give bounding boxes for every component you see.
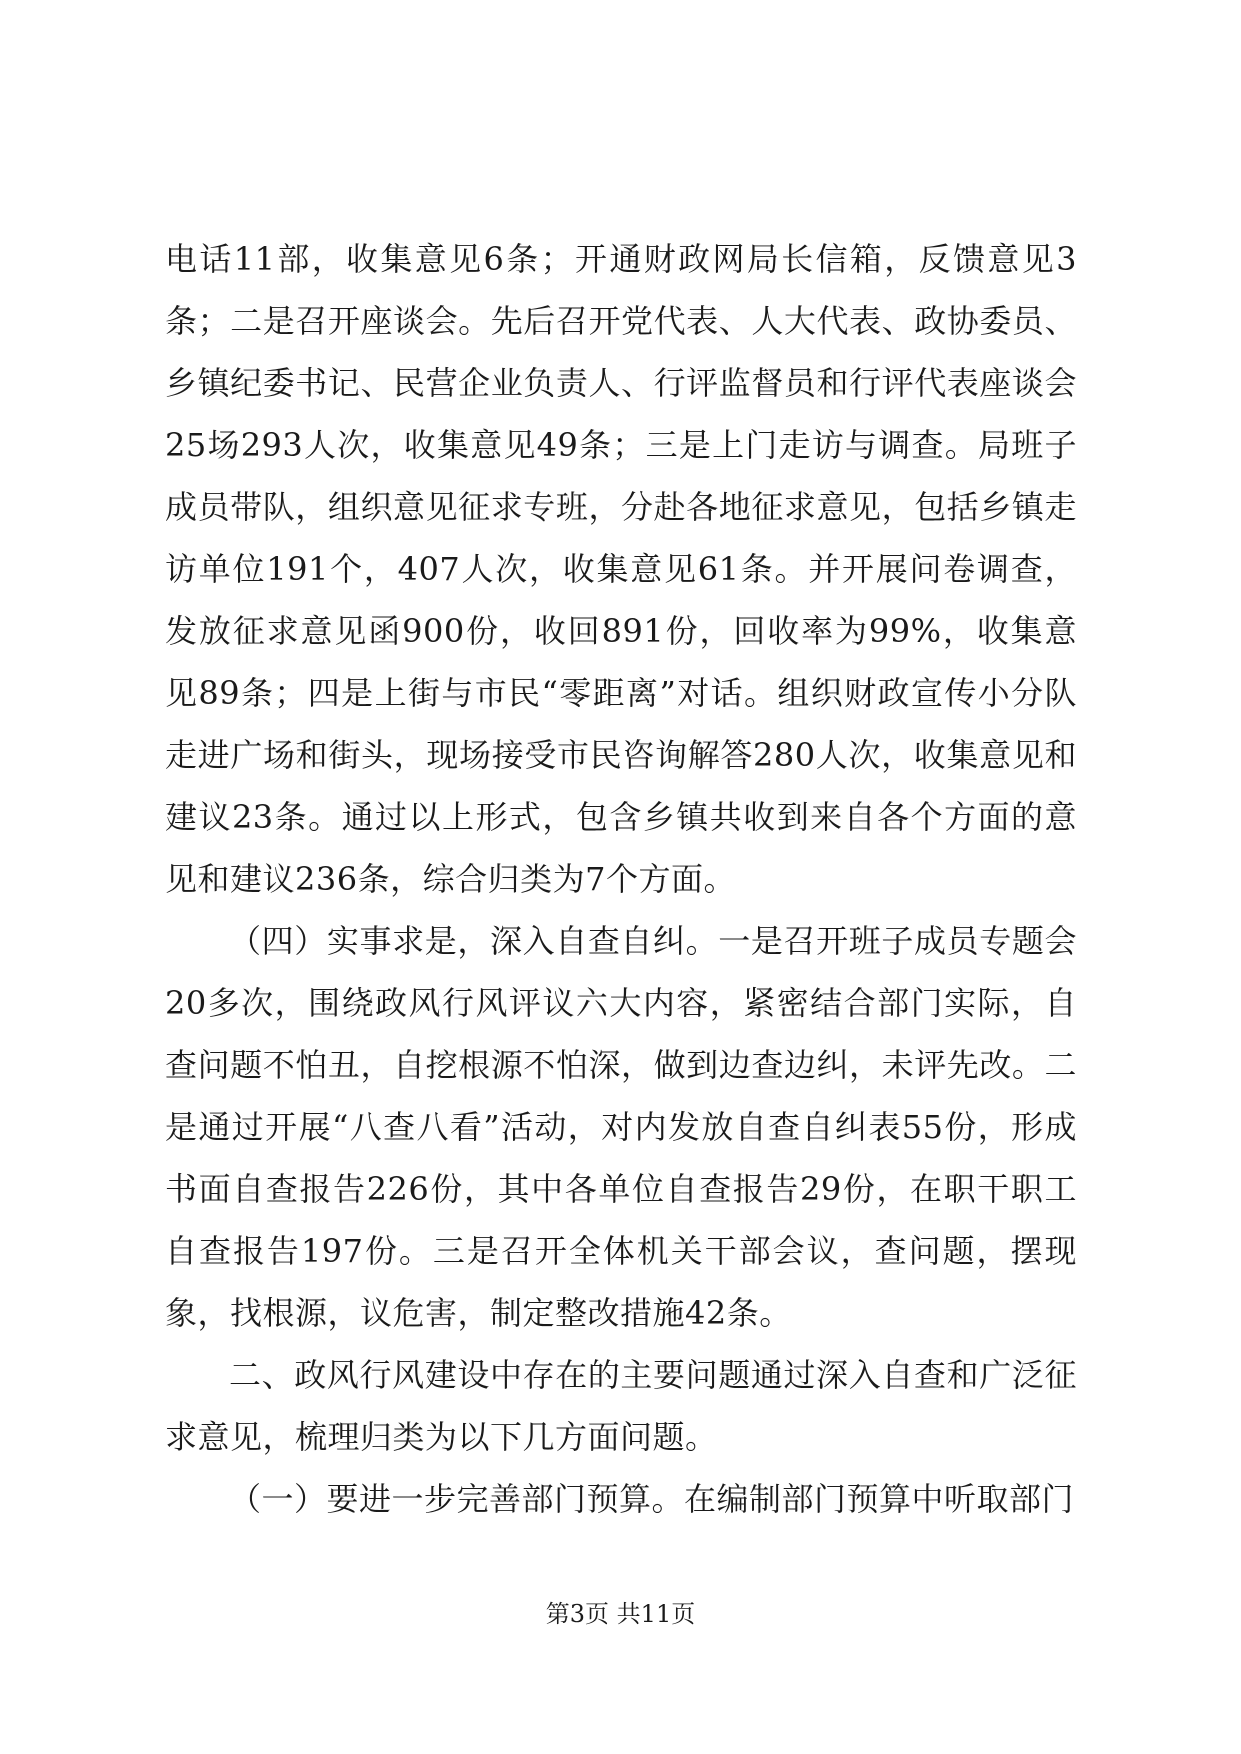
- paragraph-3: 二、政风行风建设中存在的主要问题通过深入自查和广泛征求意见，梳理归类为以下几方面问题。: [165, 1356, 1077, 1456]
- paragraph-2: （四）实事求是，深入自查自纠。一是召开班子成员专题会20多次，围绕政风行风评议六大内容，紧密结合部门实际，自查问题不怕丑，自挖根源不怕深，做到边查边纠，未评先改。二是通过开展“八查八看”活动，对内发放自查自纠表55份，形成书面自查报告226份，其中各单位自查报告29份，在职干职工自查报告197份。三是召开全体机关干部会议，查问题，摆现象，找根源，议危害，制定整改措施42条。: [165, 922, 1077, 1332]
- paragraph-1: 电话11部，收集意见6条；开通财政网局长信箱，反馈意见3条；二是召开座谈会。先后召开党代表、人大代表、政协委员、乡镇纪委书记、民营企业负责人、行评监督员和行评代表座谈会25场293人次，收集意见49条；三是上门走访与调查。局班子成员带队，组织意见征求专班，分赴各地征求意见，包括乡镇走访单位191个，407人次，收集意见61条。并开展问卷调查，发放征求意见函900份，收回891份，回收率为99%，收集意见89条；四是上街与市民“零距离”对话。组织财政宣传小分队走进广场和街头，现场接受市民咨询解答280人次，收集意见和建议23条。通过以上形式，包含乡镇共收到来自各个方面的意见和建议236条，综合归类为7个方面。: [165, 240, 1077, 898]
- document-body: [165, 228, 1077, 1530]
- page-number: 第3页 共11页: [545, 1600, 696, 1628]
- page-footer: [0, 1598, 1241, 1630]
- paragraph-4: （一）要进一步完善部门预算。在编制部门预算中听取部门: [229, 1480, 1075, 1518]
